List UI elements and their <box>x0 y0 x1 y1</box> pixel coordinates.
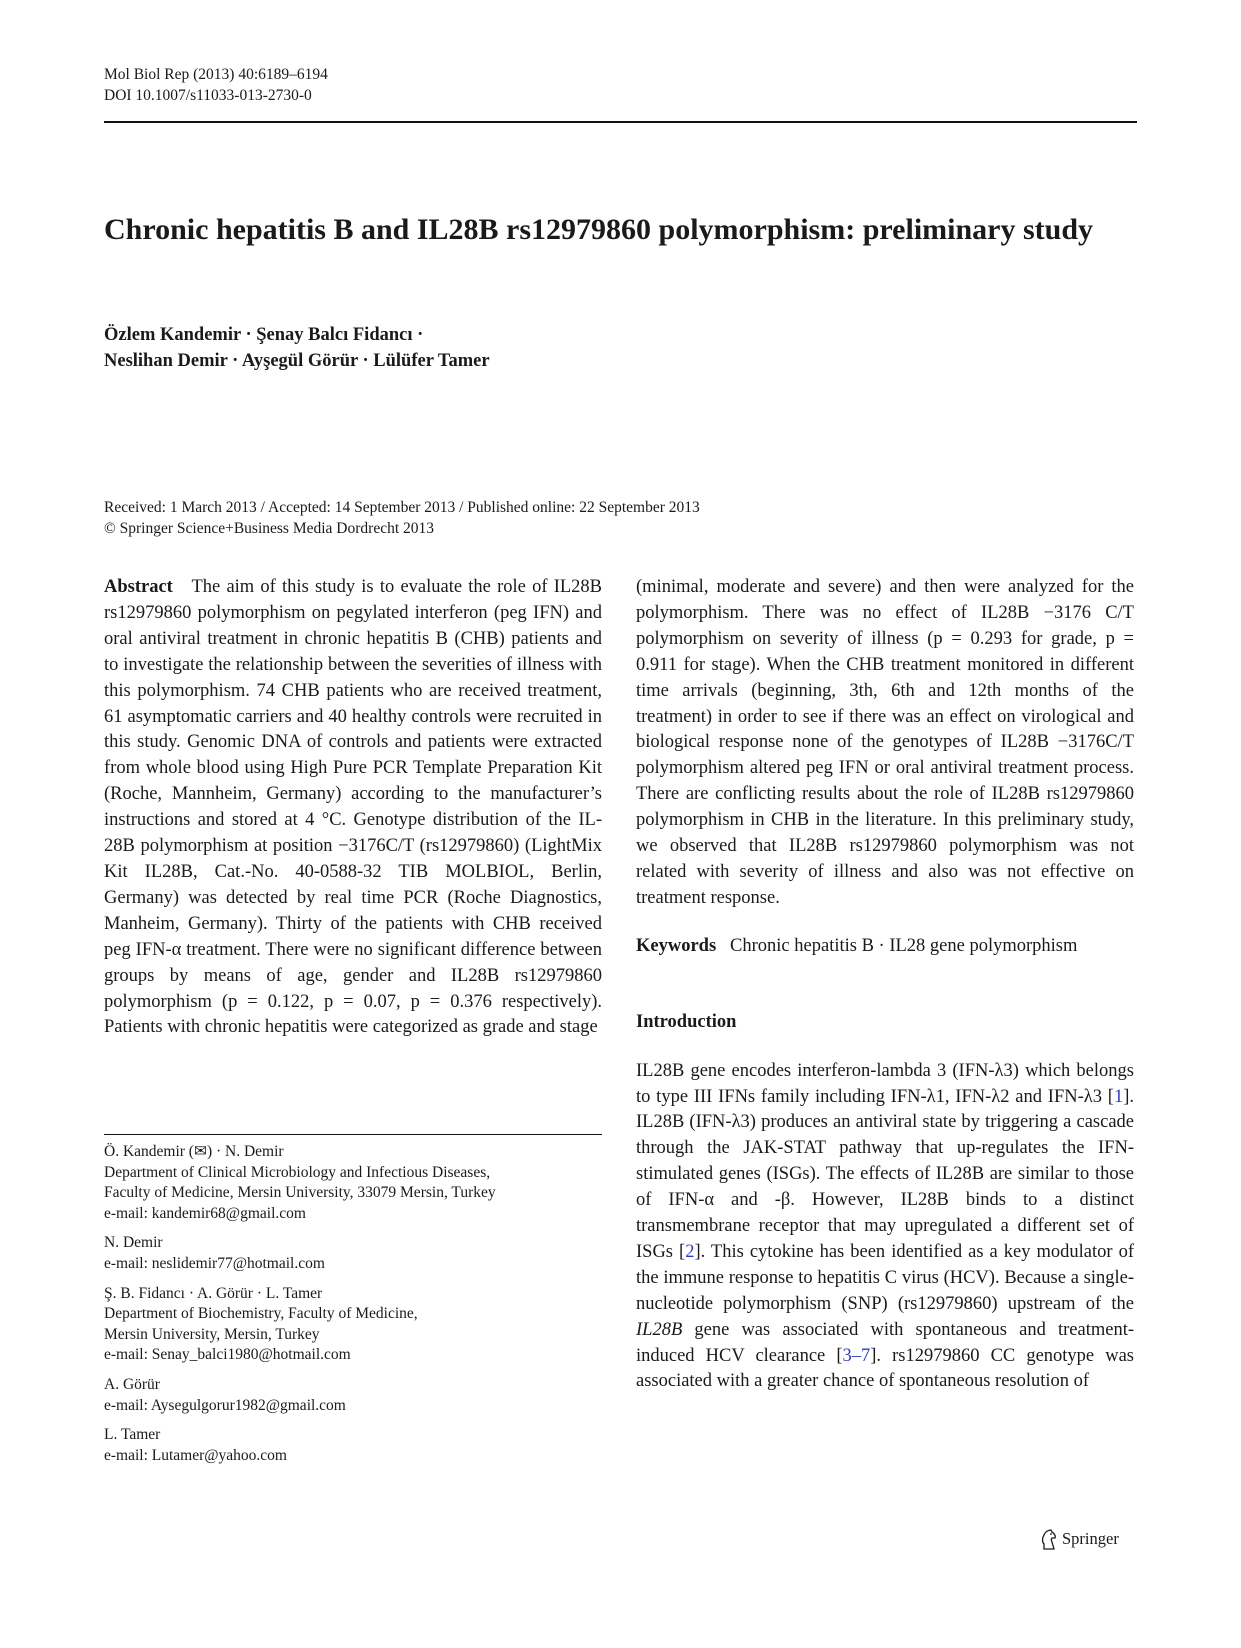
header-rule <box>104 121 1137 123</box>
affiliation-email[interactable]: e-mail: kandemir68@gmail.com <box>104 1204 306 1222</box>
abstract-left <box>104 575 602 1041</box>
affiliation-line: Ş. B. Fidancı · A. Görür · L. Tamer <box>104 1284 323 1302</box>
citation-link-1[interactable]: 1 <box>1113 1086 1124 1107</box>
intro-text-5: ]. rs12979860 CC genotype was associated with a greater chance of spontaneous resolution of <box>636 1345 1134 1392</box>
affiliations <box>104 1142 602 1475</box>
abstract-text-right: (minimal, moderate and severe) and then were analyzed for the polymorphism. There was no effect of IL28B −3176 C/T polymorphism on severity of illness (p = 0.293 for grade, p = 0.911 for stage). When the CHB treatment monitored in different time arrivals (beginning, 3th, 6th and 12th months of the treatment) in order to see if there was an effect on virological and biological response none of the genotypes of IL28B −3176C/T polymorphism altered peg IFN or oral antiviral treatment process. There are conflicting results about the role of IL28B rs12979860 polymorphism in CHB in the literature. In this preliminary study, we observed that IL28B rs12979860 polymorphism was not related with severity of illness and also was not effective on treatment response. <box>636 577 1134 908</box>
copyright-line: © Springer Science+Business Media Dordrecht 2013 <box>104 520 435 537</box>
intro-text-1: IL28B gene encodes interferon-lambda 3 (IFN-λ3) which belongs to type III IFNs family including IFN-λ1, IFN-λ2 and IFN-λ3 [ <box>636 1060 1134 1107</box>
left-column <box>104 575 602 1041</box>
introduction-paragraph <box>636 1059 1134 1396</box>
journal-citation: Mol Biol Rep (2013) 40:6189–6194 <box>104 66 328 83</box>
keywords-text: Chronic hepatitis B · IL28 gene polymorphism <box>730 935 1078 956</box>
affiliation-group <box>104 1142 602 1224</box>
article-title: Chronic hepatitis B and IL28B rs12979860 polymorphism: preliminary study <box>104 213 1094 246</box>
affiliation-email[interactable]: e-mail: neslidemir77@hotmail.com <box>104 1254 325 1272</box>
affiliation-group <box>104 1284 602 1366</box>
publisher-logo <box>1040 1528 1119 1550</box>
affiliation-group <box>104 1375 602 1416</box>
affiliation-email[interactable]: e-mail: Senay_balci1980@hotmail.com <box>104 1346 351 1364</box>
affiliation-email[interactable]: e-mail: Aysegulgorur1982@gmail.com <box>104 1396 346 1414</box>
history-dates: Received: 1 March 2013 / Accepted: 14 September 2013 / Published online: 22 September 2013 <box>104 499 700 516</box>
affiliation-line: Mersin University, Mersin, Turkey <box>104 1325 320 1343</box>
author-line-1: Özlem Kandemir · Şenay Balcı Fidancı · <box>104 325 424 345</box>
journal-doi: DOI 10.1007/s11033-013-2730-0 <box>104 87 312 104</box>
journal-header <box>104 64 328 106</box>
citation-link-2[interactable]: 2 <box>685 1241 695 1262</box>
affiliation-line: Ö. Kandemir (✉) · N. Demir <box>104 1143 284 1160</box>
affiliation-email[interactable]: e-mail: Lutamer@yahoo.com <box>104 1446 287 1464</box>
author-line-2: Neslihan Demir · Ayşegül Görür · Lülüfer Tamer <box>104 351 490 371</box>
citation-link-3[interactable]: 3–7 <box>842 1345 871 1366</box>
gene-name: IL28B <box>636 1319 683 1340</box>
affiliation-line: Department of Clinical Microbiology and Infectious Diseases, <box>104 1163 491 1181</box>
right-column <box>636 575 1134 1395</box>
abstract-text-left: The aim of this study is to evaluate the role of IL28B rs12979860 polymorphism on pegylated interferon (peg IFN) and oral antiviral treatment in chronic hepatitis B (CHB) patients and to investigate the relationship between the severities of illness with this polymorphism. 74 CHB patients who are received treatment, 61 asymptomatic carriers and 40 healthy controls were recruited in this study. Genomic DNA of controls and patients were extracted from whole blood using High Pure PCR Template Preparation Kit (Roche, Mannheim, Germany) according to the manufacturer’s instructions and stored at 4 °C. Genotype distribution of the IL-28B polymorphism at position −3176C/T (rs12979860) (LightMix Kit IL28B, Cat.-No. 40-0588-32 TIB MOLBIOL, Berlin, Germany) was detected by real time PCR (Roche Diagnostics, Manheim, Germany). Thirty of the patients with CHB received peg IFN-α treatment. There were no significant difference between groups by means of age, gender and IL28B rs12979860 polymorphism (p = 0.122, p = 0.07, p = 0.376 respectively). Patients with chronic hepatitis were categorized as grade and stage <box>104 577 602 1038</box>
keywords-block <box>636 934 1134 960</box>
publisher-name: Springer <box>1062 1529 1119 1548</box>
intro-text-3: ]. This cytokine has been identified as a key modulator of the immune response to hepatitis C virus (HCV). Because a single-nucleotide polymorphism (SNP) (rs12979860) upstream of the <box>636 1241 1134 1314</box>
affiliation-line: A. Görür <box>104 1375 160 1393</box>
keywords-heading: Keywords <box>636 935 717 956</box>
affiliation-group <box>104 1233 602 1274</box>
intro-text-2: ]. IL28B (IFN-λ3) produces an antiviral state by triggering a cascade through the JAK-STAT pathway that up-regulates the IFN-stimulated genes (ISGs). The effects of IL28B are similar to those of IFN-α and -β. However, IL28B binds to a distinct transmembrane receptor that may upregulated a different set of ISGs [ <box>636 1086 1134 1262</box>
author-list <box>104 322 1004 374</box>
affiliation-line: N. Demir <box>104 1234 163 1252</box>
abstract-heading: Abstract <box>104 577 173 597</box>
affiliation-line: Faculty of Medicine, Mersin University, 33079 Mersin, Turkey <box>104 1184 496 1202</box>
intro-text-4: gene was associated with spontaneous and treatment-induced HCV clearance [ <box>636 1319 1134 1366</box>
affiliation-line: Department of Biochemistry, Faculty of Medicine, <box>104 1305 418 1323</box>
introduction-heading: Introduction <box>636 1011 737 1032</box>
affiliation-rule <box>104 1134 602 1135</box>
affiliation-group <box>104 1425 602 1466</box>
springer-knight-icon <box>1040 1528 1058 1550</box>
publication-dates <box>104 497 1104 539</box>
affiliation-line: L. Tamer <box>104 1426 161 1444</box>
